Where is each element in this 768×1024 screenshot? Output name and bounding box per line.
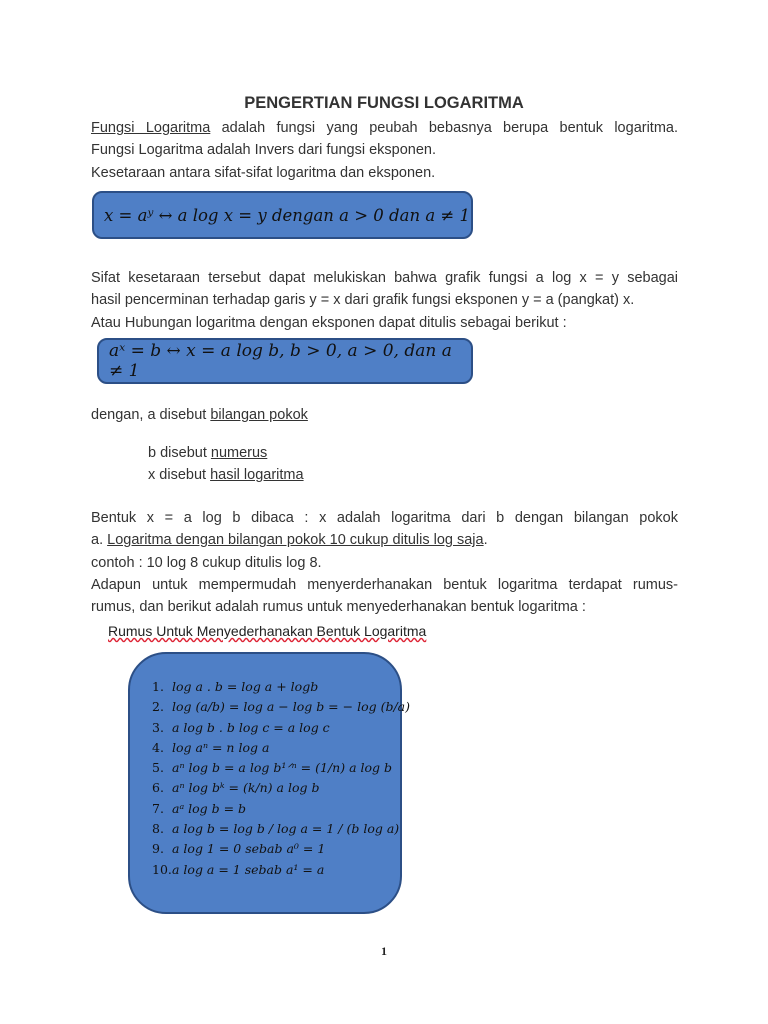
rumus-item <box>152 738 400 758</box>
rumus-number: 6. <box>152 780 164 796</box>
logaritma-pokok-10-link[interactable]: Logaritma dengan bilangan pokok 10 cukup ditulis log saja <box>107 532 484 549</box>
para3-line-3: contoh : 10 log 8 cukup ditulis log 8. <box>91 554 322 571</box>
fungsi-logaritma-link[interactable]: Fungsi Logaritma <box>91 120 211 136</box>
kesetaraan-paragraph <box>91 267 678 334</box>
rumus-number: 1. <box>152 679 164 694</box>
rumus-formula: a log 1 = 0 sebab a⁰ = 1 <box>172 841 326 857</box>
rumus-item <box>152 677 400 697</box>
definition-a: dengan, a disebut bilangan pokok <box>91 407 308 423</box>
rumus-formula: log aⁿ = n log a <box>172 739 270 755</box>
para2-line-2: hasil pencerminan terhadap garis y = x dari grafik fungsi eksponen y = a (pangkat) x. <box>91 292 635 309</box>
definition-x: x disebut hasil logaritma <box>148 467 304 483</box>
intro-line-2: Fungsi Logaritma adalah Invers dari fungsi eksponen. <box>91 142 436 159</box>
para2-line-1: Sifat kesetaraan tersebut dapat melukiskan bahwa grafik fungsi a log x = y sebagai <box>91 270 678 286</box>
page-title: PENGERTIAN FUNGSI LOGARITMA <box>244 94 524 112</box>
rumus-item <box>152 799 400 819</box>
formula-2-text: aˣ = b ↔ x = a log b, b > 0, a > 0, dan a ≠ 1 <box>109 341 452 381</box>
definition-b: b disebut numerus <box>148 445 268 461</box>
rumus-number: 4. <box>152 739 164 755</box>
rumus-list <box>152 677 410 880</box>
numerus-link[interactable]: numerus <box>210 445 268 461</box>
intro-line-3: Kesetaraan antara sifat-sifat logaritma dan eksponen. <box>91 164 436 181</box>
rumus-heading: Rumus Untuk Menyederhanakan Bentuk Logaritma <box>108 623 427 639</box>
rumus-number: 8. <box>152 821 164 837</box>
rumus-item <box>152 819 400 839</box>
para3-line-4: Adapun untuk mempermudah menyerderhanakan bentuk logaritma terdapat rumus- <box>91 576 678 593</box>
rumus-item <box>152 778 400 798</box>
rumus-number: 7. <box>152 800 164 816</box>
rumus-item <box>152 697 410 717</box>
rumus-item <box>152 718 400 738</box>
rumus-number: 2. <box>152 699 164 715</box>
rumus-formula: aⁿ log b = a log b¹ᐟⁿ = (1/n) a log b <box>172 760 392 776</box>
rumus-formula: a log a = 1 sebab a¹ = a <box>172 861 325 877</box>
rumus-box <box>128 652 410 914</box>
bilangan-pokok-link[interactable]: bilangan pokok <box>210 407 308 423</box>
rumus-number: 5. <box>152 760 164 776</box>
bentuk-paragraph: Bentuk x = a log b dibaca : x adalah logaritma dari b dengan bilangan pokok a. Logaritma dengan bilangan pokok 10 cukup ditulis log saja. contoh : 10 log 8 cukup ditulis log 8. Adapun untuk mempermudah menyerderhanakan bentuk logaritma terdapat rumus- rumus, dan berikut adalah rumus untuk menyederhanakan bentuk logaritma : <box>91 507 678 618</box>
para2-line-3: Atau Hubungan logaritma dengan eksponen dapat ditulis sebagai berikut : <box>91 314 567 331</box>
rumus-number: 10. <box>152 861 172 877</box>
rumus-number: 3. <box>152 719 164 735</box>
para3-line-5: rumus, dan berikut adalah rumus untuk menyederhanakan bentuk logaritma : <box>91 599 586 616</box>
rumus-formula: a log b = log b / log a = 1 / (b log a) <box>172 821 400 837</box>
rumus-formula: a log b . b log c = a log c <box>172 719 330 735</box>
hasil-logaritma-link[interactable]: hasil logaritma <box>210 467 304 483</box>
rumus-formula: log (a/b) = log a − log b = − log (b/a) <box>172 699 410 715</box>
formula-box-1 <box>92 191 473 239</box>
rumus-formula: aⁿ log bᵏ = (k/n) a log b <box>172 780 320 796</box>
intro-paragraph: Fungsi Logaritma adalah fungsi yang peubah bebasnya berupa bentuk logaritma. Fungsi Logaritma adalah Invers dari fungsi eksponen. Kesetaraan antara sifat-sifat logaritma dan eksponen. <box>91 117 678 184</box>
rumus-formula: aᵃ log b = b <box>172 800 247 816</box>
rumus-number: 9. <box>152 841 164 857</box>
page-number: 1 <box>381 944 387 958</box>
rumus-item <box>152 860 400 880</box>
para3-line-1: Bentuk x = a log b dibaca : x adalah logaritma dari b dengan bilangan pokok <box>91 510 678 526</box>
rumus-formula: log a . b = log a + logb <box>172 679 319 694</box>
rumus-item <box>152 839 400 859</box>
rumus-item <box>152 758 400 778</box>
formula-1-text: x = aʸ ↔ a log x = y dengan a > 0 dan a ≠ 1 <box>104 205 470 225</box>
formula-box-2 <box>97 338 473 384</box>
